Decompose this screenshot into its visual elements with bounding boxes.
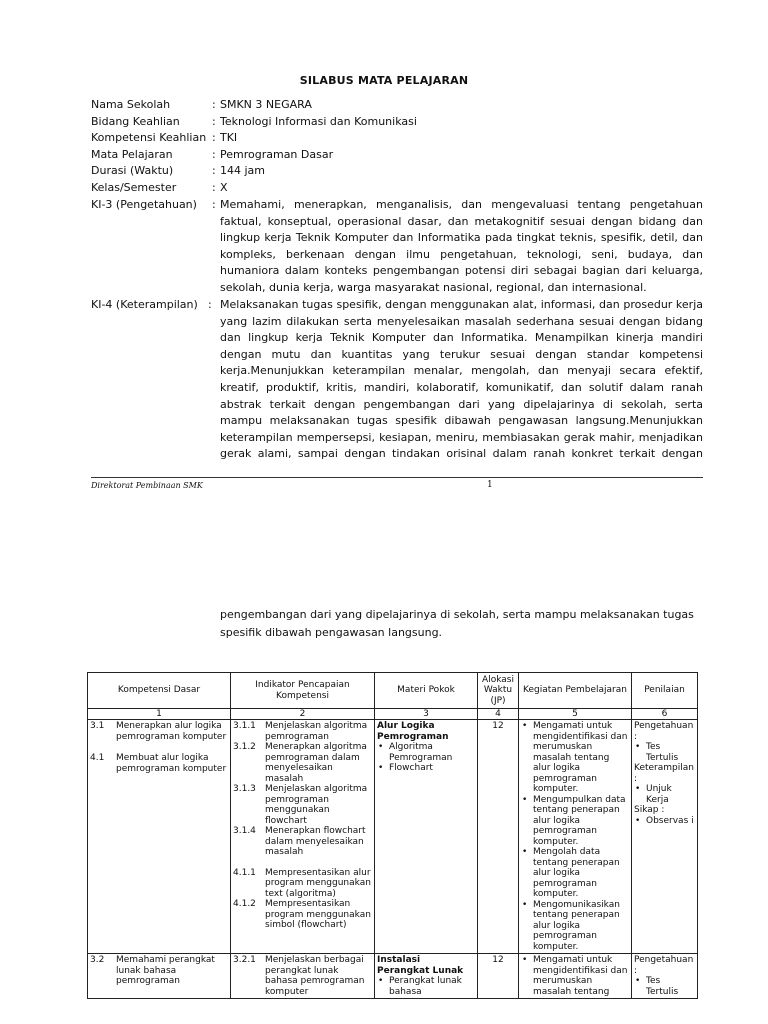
penilaian-cell	[632, 720, 698, 954]
info-label: Kelas/Semester	[91, 181, 177, 194]
kd-cell	[88, 954, 231, 999]
ki4-line: Melaksanakan tugas spesifik, dengan menggunakan alat, informasi, dan prosedur kerja	[220, 298, 703, 311]
ki4-line: abstrak terkait dengan pengembangan dari yang dipelajarinya di sekolah, serta	[220, 397, 703, 411]
alokasi-cell: 12	[478, 954, 519, 999]
column-header: Kompetensi Dasar	[88, 673, 231, 709]
column-number: 5	[519, 709, 632, 720]
list-item: • Tes Tertulis	[634, 742, 695, 763]
list-item: • Mengumpulkan data tentang penerapan alur logika pemrograman komputer.	[521, 795, 629, 848]
indikator-cell	[231, 954, 375, 999]
column-number: 6	[632, 709, 698, 720]
ki4-line: dengan mutu dan kuantitas yang terukur sesuai dengan standar kompetensi	[220, 347, 703, 361]
info-label: Bidang Keahlian	[91, 114, 180, 128]
indikator-item: 3.1.4 Menerapkan flowchart dalam menyelesaikan masalah	[233, 826, 366, 857]
penilaian-cell	[632, 954, 698, 999]
identity-block: Nama Sekolah : SMKN 3 NEGARA Bidang Keahlian : Teknologi Informasi dan Komunikasi Kompetensi Keahlian : TKI Mata Pelajaran : Pemrograman Dasar Durasi (Waktu) : 144 jam Kelas/Semester : X	[91, 97, 711, 197]
page-title: SILABUS MATA PELAJARAN	[299, 74, 469, 87]
list-item: • Mengamati untuk mengidentifikasi dan merumuskan masalah tentang	[521, 955, 629, 997]
list-item: • Mengolah data tentang penerapan alur logika pemrograman komputer.	[521, 847, 629, 900]
list-item: • Mengomunikasikan tentang penerapan alur logika pemrograman komputer.	[521, 900, 629, 953]
ki3-text	[220, 197, 703, 297]
ki4-continuation	[220, 606, 694, 641]
ki4-line: keterampilan mempersepsi, kesiapan, meniru, membiasakan gerak mahir, menjadikan	[220, 430, 703, 444]
list-item: • Perangkat lunak bahasa	[377, 976, 475, 997]
ki4-line: gerak alami, sampai dengan tindakan orisinal dalam ranah konkret terkait dengan	[220, 447, 703, 461]
footer-text: Direktorat Pembinaan SMK	[91, 481, 203, 490]
alokasi-cell: 12	[478, 720, 519, 954]
ki3-line: lingkup kerja Teknik Komputer dan Informatika pada tingkat teknis, spesifik, detil, dan	[220, 231, 703, 245]
ki3-label: KI-3 (Pengetahuan)	[91, 198, 197, 211]
ki4-continuation-line: spesifik dibawah pengawasan langsung.	[220, 625, 443, 639]
ki3-line: humaniora dalam konteks pengembangan potensi diri sebagai bagian dari keluarga,	[220, 264, 703, 278]
page-number: 1	[487, 480, 493, 490]
list-item: • Algoritma Pemrograman	[377, 742, 475, 763]
column-header: Kegiatan Pembelajaran	[519, 673, 632, 709]
list-item: • Observas i	[634, 816, 695, 827]
kd-cell	[88, 720, 231, 954]
table-row	[88, 720, 698, 954]
column-header: Indikator Pencapaian Kompetensi	[231, 673, 375, 709]
kd-item: 3.1 Menerapkan alur logika pemrograman komputer	[90, 721, 227, 742]
ki4-line: yang lazim dilakukan serta menyelesaikan masalah sederhana sesuai dengan bidang	[220, 314, 703, 328]
ki3-line: faktual, konseptual, operasional dasar, dan metakognitif sesuai dengan bidang dan	[220, 214, 703, 228]
column-number: 2	[231, 709, 375, 720]
table-row	[88, 954, 698, 999]
list-item: • Tes Tertulis	[634, 976, 695, 997]
info-value: TKI	[220, 131, 238, 145]
penilaian-heading: Pengetahuan :	[634, 721, 694, 742]
info-value: Teknologi Informasi dan Komunikasi	[220, 114, 417, 128]
column-number: 4	[478, 709, 519, 720]
ki4-continuation-line: pengembangan dari yang dipelajarinya di sekolah, serta mampu melaksanakan tugas	[220, 608, 694, 621]
indikator-item: 3.1.2 Menerapkan algoritma pemrograman dalam menyelesaikan masalah	[233, 742, 367, 784]
indikator-item: 3.2.1 Menjelaskan berbagai perangkat lunak bahasa pemrograman komputer	[233, 955, 365, 997]
kegiatan-cell	[519, 954, 632, 999]
materi-title: Instalasi Perangkat Lunak	[377, 955, 464, 976]
indikator-item: 3.1.1 Menjelaskan algoritma pemrograman	[233, 721, 368, 742]
info-label: Mata Pelajaran	[91, 147, 173, 161]
ki4-line: dan lingkup kerja Teknik Komputer dan Informatika. Menampilkan kinerja mandiri	[220, 331, 703, 345]
ki4-line: kreatif, produktif, kritis, mandiri, kolaboratif, komunikatif, dan solutif dalam ranah	[220, 380, 703, 394]
info-value: X	[220, 181, 228, 194]
column-header: Materi Pokok	[375, 673, 478, 709]
column-number: 1	[88, 709, 231, 720]
kegiatan-cell	[519, 720, 632, 954]
info-value: SMKN 3 NEGARA	[220, 98, 312, 111]
syllabus-table	[87, 672, 698, 999]
indikator-cell	[231, 720, 375, 954]
penilaian-heading: Sikap :	[634, 805, 665, 815]
indikator-item: 3.1.3 Menjelaskan algoritma pemrograman menggunakan flowchart	[233, 784, 368, 826]
materi-cell	[375, 954, 478, 999]
indikator-item: 4.1.2 Mempresentasikan program menggunakan simbol (flowchart)	[233, 899, 371, 930]
info-label: Durasi (Waktu)	[91, 164, 174, 178]
footer-divider	[91, 477, 703, 478]
info-value: 144 jam	[220, 164, 266, 178]
info-label: Kompetensi Keahlian	[91, 131, 207, 145]
ki4-label: KI-4 (Keterampilan)	[91, 298, 198, 311]
ki3-line: Memahami, menerapkan, menganalisis, dan mengevaluasi tentang pengetahuan	[220, 198, 703, 211]
info-value: Pemrograman Dasar	[220, 147, 334, 161]
ki4-line: mampu melaksanakan tugas spesifik dibawah pengawasan langsung.Menunjukkan	[220, 414, 703, 428]
ki4-text	[220, 297, 703, 463]
list-item: • Unjuk Kerja	[634, 784, 695, 805]
column-number: 3	[375, 709, 478, 720]
list-item: • Mengamati untuk mengidentifikasi dan merumuskan masalah tentang alur logika pemrograman komputer.	[521, 721, 629, 795]
materi-title: Alur Logika Pemrograman	[377, 721, 449, 742]
ki3-line: sekolah, dunia kerja, warga masyarakat nasional, regional, dan internasional.	[220, 280, 647, 294]
ki4-line: kerja.Menunjukkan keterampilan menalar, mengolah, dan menyaji secara efektif,	[220, 364, 703, 378]
kd-item: 4.1 Membuat alur logika pemrograman komputer	[90, 753, 227, 774]
column-header: Alokasi Waktu (JP)	[478, 673, 519, 709]
column-header: Penilaian	[632, 673, 698, 709]
ki3-line: kompleks, berkenaan dengan ilmu pengetahuan, teknologi, seni, budaya, dan	[220, 247, 703, 261]
list-item: • Flowchart	[377, 763, 475, 774]
column-number-row	[88, 709, 698, 720]
kd-item: 3.2 Memahami perangkat lunak bahasa pemrograman	[90, 955, 215, 986]
info-label: Nama Sekolah	[91, 98, 171, 111]
indikator-item: 4.1.1 Mempresentasikan alur program menggunakan text (algoritma)	[233, 867, 371, 899]
table-header-row	[88, 673, 698, 709]
penilaian-heading: Keterampilan :	[634, 763, 694, 784]
penilaian-heading: Pengetahuan :	[634, 955, 694, 976]
materi-cell	[375, 720, 478, 954]
